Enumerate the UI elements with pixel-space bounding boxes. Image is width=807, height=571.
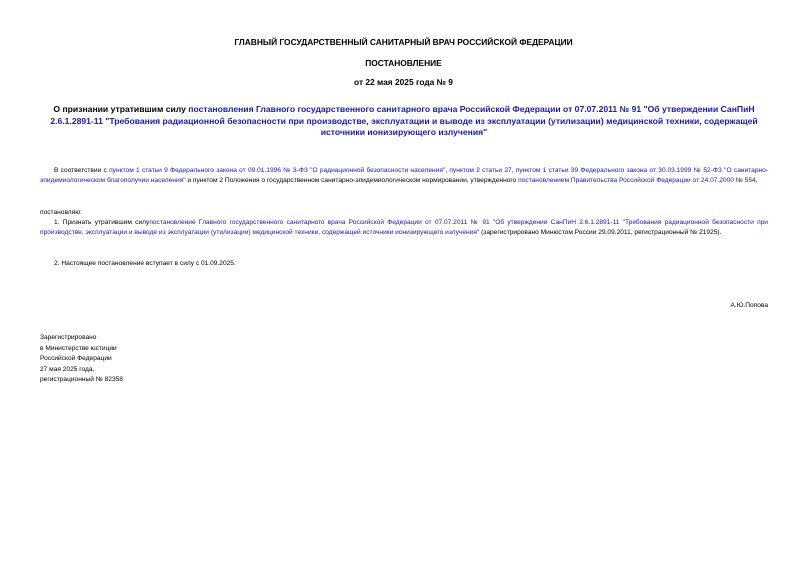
basis-paragraph — [40, 166, 768, 185]
registration-line: Российской Федерации — [40, 355, 112, 362]
item1-text-1: 1. Признать утратившим силу — [54, 219, 150, 226]
registration-line: регистрационный № 82358 — [40, 376, 123, 383]
item1-link-decree-91[interactable]: постановление Главного государственного санитарного врача Российской Федерации от 07.07.2011 № 91 "Об утверждении СанПиН 2.6.1.2891-11 "Требования радиационной безопасности при производстве, эксплуатации и выводе из эксплуатации (утилизации) медицинской техники, содержащей источники ионизирующего излучения" — [40, 219, 768, 236]
issuing-authority: ГЛАВНЫЙ ГОСУДАРСТВЕННЫЙ САНИТАРНЫЙ ВРАЧ РОССИЙСКОЙ ФЕДЕРАЦИИ — [234, 37, 573, 47]
basis-text-3: и пунктом 2 Положения о государственном санитарно-эпидемиологическом нормировании, утвержденного — [185, 176, 519, 184]
basis-link-law-52fz[interactable]: пунктом 2 статьи 27, пунктом 1 статьи 39 Федерального закона от 30.03.1999 № 52-ФЗ "О санитарно-эпидемиологическом благополучии населения" — [40, 167, 768, 184]
document-date-number: от 22 мая 2025 года № 9 — [354, 77, 453, 87]
decree-word: постановляю: — [40, 209, 83, 216]
basis-text-2: , — [445, 167, 450, 174]
list-item-1 — [40, 218, 768, 237]
basis-text-1: В соответствии с — [54, 167, 110, 174]
registration-line: в Министерстве юстиции — [40, 344, 117, 352]
title-prefix: О признании утратившим силу — [53, 104, 189, 114]
registration-block — [40, 333, 123, 386]
registration-line: 27 мая 2025 года, — [40, 365, 95, 373]
item1-text-2: (зарегистрировано Минюстом России 29.09.2011, регистрационный № 21925). — [479, 228, 722, 236]
document-type: ПОСТАНОВЛЕНИЕ — [365, 58, 442, 68]
basis-link-law-3fz[interactable]: пунктом 1 статьи 9 Федерального закона от 09.01.1996 № 3-ФЗ "О радиационной безопасности населения" — [109, 167, 446, 174]
document-title — [40, 104, 768, 139]
list-item-2: 2. Настоящее постановление вступает в силу с 01.09.2025. — [54, 260, 236, 267]
basis-link-government-decree[interactable]: постановлением Правительства Российской Федерации от 24.07.2000 № 554 — [518, 176, 756, 184]
basis-text-4: , — [755, 176, 758, 184]
signature: А.Ю.Попова — [730, 302, 768, 309]
registration-line: Зарегистрировано — [40, 334, 97, 341]
title-link[interactable]: постановления Главного государственного санитарного врача Российской Федерации от 07.07.2011 № 91 "Об утверждении СанПиН 2.6.1.2891-11 "Требования радиационной безопасности при производстве, эксплуатации и выводе из эксплуатации (утилизации) медицинской техники, содержащей источники ионизирующего излучения" — [50, 104, 758, 137]
